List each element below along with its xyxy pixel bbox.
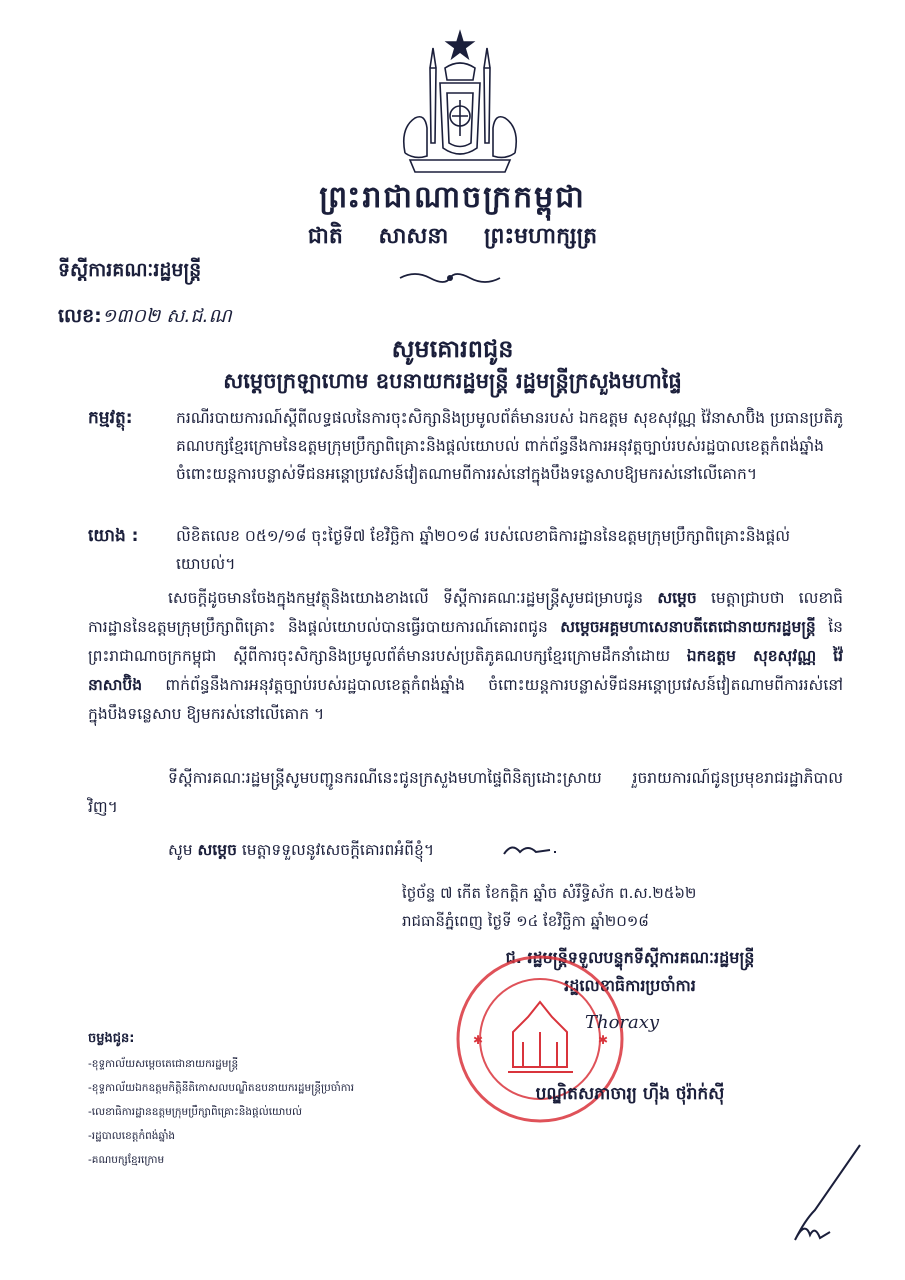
reference-label: លេខ: bbox=[58, 305, 102, 327]
signer-title: ជ. រដ្ឋមន្ត្រីទទួលបន្ទុកទីស្តីការគណៈរដ្ឋមន្ត្រី bbox=[505, 948, 755, 967]
body-p3-emph-b: សម្តេច bbox=[197, 841, 237, 859]
signer-name: បណ្ឌិតសភាចារ្យ ហ៊ីង ថុរ៉ាក់ស៊ី bbox=[535, 1084, 725, 1104]
decorative-divider bbox=[395, 268, 505, 288]
body-paragraph-2: ទីស្តីការគណៈរដ្ឋមន្ត្រីសូមបញ្ជូនករណីនេះជូនក្រសួងមហាផ្ទៃពិនិត្យដោះស្រាយ រួចរាយការណ៍ជូនប្រមុខរាជរដ្ឋាភិបាលវិញ។ bbox=[88, 769, 843, 816]
body-paragraph-3 bbox=[88, 836, 843, 865]
body-paragraph-1 bbox=[88, 584, 843, 729]
salutation: សូមគោរពជូន bbox=[391, 335, 514, 363]
date-solar: រាជធានីភ្នំពេញ ថ្ងៃទី ១៤ ខែវិច្ឆិកា ឆ្នាំ២០១៨ bbox=[402, 912, 649, 930]
cc-title: ចម្លងជូន: bbox=[88, 1031, 135, 1046]
recipient: សម្តេចក្រឡាហោម ឧបនាយករដ្ឋមន្ត្រី រដ្ឋមន្ត្រីក្រសួងមហាផ្ទៃ bbox=[223, 369, 682, 393]
subject-label: កម្មវត្ថុ: bbox=[88, 408, 133, 428]
body-p1-text-a: សេចក្តីដូចមានចែងក្នុងកម្មវត្ថុនិងយោងខាងលើ ទីស្តីការគណៈរដ្ឋមន្ត្រីសូមជម្រាបជូន bbox=[168, 589, 644, 607]
signature: Thoraxy bbox=[585, 1012, 660, 1033]
royal-coat-of-arms-emblem bbox=[385, 28, 535, 178]
subject-text: ករណីរបាយការណ៍ស្តីពីលទ្ធផលនៃការចុះសិក្សានិងប្រមូលព័ត៌មានរបស់ ឯកឧត្តម សុខសុវណ្ណ វ៉ៃនាសាប៊ិង ប្រធានប្រតិភូគណបក្សខ្មែរក្រោមនៃឧត្តមក្រុមប្រឹក្សាពិគ្រោះនិងផ្តល់យោបល់ ពាក់ព័ន្ធនឹងការអនុវត្តច្បាប់របស់រដ្ឋបាលខេត្តកំពង់ឆ្នាំង ចំពោះយន្តការបន្លាស់ទីជនអន្តោប្រវេសន៍វៀតណាមពីការរស់នៅក្នុងបឹងទន្លេសាបឱ្យមករស់នៅលើគោក។ bbox=[176, 409, 844, 483]
body-p3-text-c: មេត្តាទទួលនូវសេចក្តីគោរពអំពីខ្ញុំ។ bbox=[241, 841, 435, 859]
svg-text:✱: ✱ bbox=[598, 1033, 609, 1047]
reference-doc-text: លិខិតលេខ ០៥១/១៨ ចុះថ្ងៃទី៧ ខែវិច្ឆិកា ឆ្នាំ២០១៨ របស់លេខាធិការដ្ឋាននៃឧត្តមក្រុមប្រឹក្សាពិគ្រោះនិងផ្តល់យោបល់។ bbox=[176, 527, 791, 573]
kingdom-heading: ព្រះរាជាណាចក្រកម្ពុជា bbox=[319, 180, 586, 215]
body-p1-text-e: នៃព្រះរាជាណាចក្រកម្ពុជា ស្តីពីការចុះសិក្សានិងប្រមូលព័ត៌មានរបស់ប្រតិភូគណបក្សខ្មែរក្រោមដឹកនាំដោយ bbox=[88, 618, 843, 665]
body-p1-text-g: ពាក់ព័ន្ធនឹងការអនុវត្តច្បាប់របស់រដ្ឋបាលខេត្តកំពង់ឆ្នាំង ចំពោះយន្តការបន្លាស់ទីជនអន្តោប្រវេសន៍វៀតណាមពីការរស់នៅក្នុងបឹងទន្លេសាប ឱ្យមករស់នៅលើគោក ។ bbox=[88, 676, 843, 723]
cc-list bbox=[88, 1052, 354, 1172]
issuing-office: ទីស្តីការគណៈរដ្ឋមន្ត្រី bbox=[58, 259, 202, 281]
handwritten-mark bbox=[500, 836, 560, 862]
motto-nation: ជាតិ bbox=[307, 224, 343, 249]
list-item: -លេខាធិការដ្ឋានឧត្តមក្រុមប្រឹក្សាពិគ្រោះនិងផ្តល់យោបល់ bbox=[88, 1106, 303, 1118]
list-item: -ខុទ្ទកាល័យសម្តេចតេជោនាយករដ្ឋមន្ត្រី bbox=[88, 1058, 239, 1070]
reference-doc-label: យោង : bbox=[88, 526, 139, 546]
list-item: -ខុទ្ទកាល័យឯកឧត្តមកិត្តិនីតិកោសលបណ្ឌិតឧបនាយករដ្ឋមន្ត្រីប្រចាំការ bbox=[88, 1082, 355, 1094]
list-item: -រដ្ឋបាលខេត្តកំពង់ឆ្នាំង bbox=[88, 1130, 176, 1142]
motto-king: ព្រះមហាក្សត្រ bbox=[483, 224, 598, 249]
motto-religion: សាសនា bbox=[378, 224, 449, 249]
body-p1-text-c: មេត្តាជ្រាបថា លេខាធិការដ្ឋាននៃឧត្តមក្រុមប្រឹក្សាពិគ្រោះ និងផ្តល់យោបល់បានធ្វើរបាយការណ៍គោរពជូន bbox=[88, 589, 843, 636]
svg-text:✱: ✱ bbox=[473, 1033, 484, 1047]
reference-number bbox=[58, 304, 232, 332]
body-p1-emph-d: សម្តេចអគ្គមហាសេនាបតីតេជោនាយករដ្ឋមន្ត្រី bbox=[560, 618, 816, 636]
national-motto bbox=[0, 222, 905, 254]
date-lunar: ថ្ងៃច័ន្ទ ៧ កើត ខែកត្តិក ឆ្នាំច សំរឹទ្ធិស័ក ព.ស.២៥៦២ bbox=[402, 884, 697, 902]
handwritten-initial bbox=[775, 1140, 865, 1250]
body-p1-emph-b: សម្តេច bbox=[657, 589, 697, 607]
signer-subtitle: រដ្ឋលេខាធិការប្រចាំការ bbox=[564, 976, 696, 995]
body-p1-emph-f: ឯកឧត្តម សុខសុវណ្ណ វ៉ៃនាសាប៊ិង bbox=[88, 647, 843, 694]
reference-value: ១៣០២ ស.ជ.ណ bbox=[101, 305, 232, 327]
list-item: -គណបក្សខ្មែរក្រោម bbox=[88, 1154, 165, 1166]
reference-doc-row bbox=[88, 522, 848, 578]
subject-row bbox=[88, 404, 848, 488]
body-p3-text-a: សូម bbox=[168, 841, 193, 859]
